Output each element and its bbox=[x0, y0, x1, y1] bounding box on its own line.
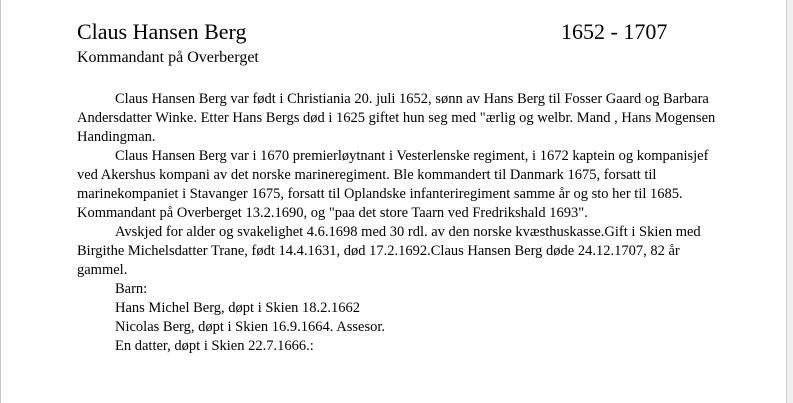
children-heading: Barn: bbox=[115, 281, 148, 297]
paragraph-retirement: Avskjed for alder og svakelighet 4.6.1698 med 30 rdl. av den norske kvæsthuskasse.Gift i Skien med Birgithe Michelsdatter Trane, født 14.4.1631, død 17.2.1692.Claus Hansen Berg døde 24.12.1707, 82 år gammel. bbox=[77, 224, 701, 278]
child-item: Nicolas Berg, døpt i Skien 16.9.1664. Assesor. bbox=[115, 319, 385, 335]
document-subtitle: Kommandant på Overberget bbox=[77, 49, 259, 66]
document-title: Claus Hansen Berg bbox=[77, 19, 247, 44]
page-left-edge bbox=[0, 0, 1, 403]
document-body bbox=[77, 90, 717, 356]
page-right-shade bbox=[787, 0, 793, 403]
paragraph-birth: Claus Hansen Berg var født i Christiania 20. juli 1652, sønn av Hans Berg til Fosser Gaard og Barbara Andersdatter Winke. Etter Hans Bergs død i 1625 giftet hun seg med "ærlig og welbr. Mand , Hans Mogensen Handingman. bbox=[77, 91, 716, 145]
paragraph-career: Claus Hansen Berg var i 1670 premierløytnant i Vesterlenske regiment, i 1672 kaptein og kompanisjef ved Akershus kompani av det norske marineregiment. Ble kommandert til Danmark 1675, forsatt til marinekompaniet i Stavanger 1675, forsatt til Oplandske infanteriregiment samme år og sto her til 1685. Kommandant på Overberget 13.2.1690, og "paa det store Taarn ved Fredrikshald 1693". bbox=[77, 148, 709, 221]
document-years: 1652 - 1707 bbox=[561, 19, 668, 44]
child-item: Hans Michel Berg, døpt i Skien 18.2.1662 bbox=[115, 300, 361, 316]
child-item: En datter, døpt i Skien 22.7.1666.: bbox=[115, 338, 314, 354]
